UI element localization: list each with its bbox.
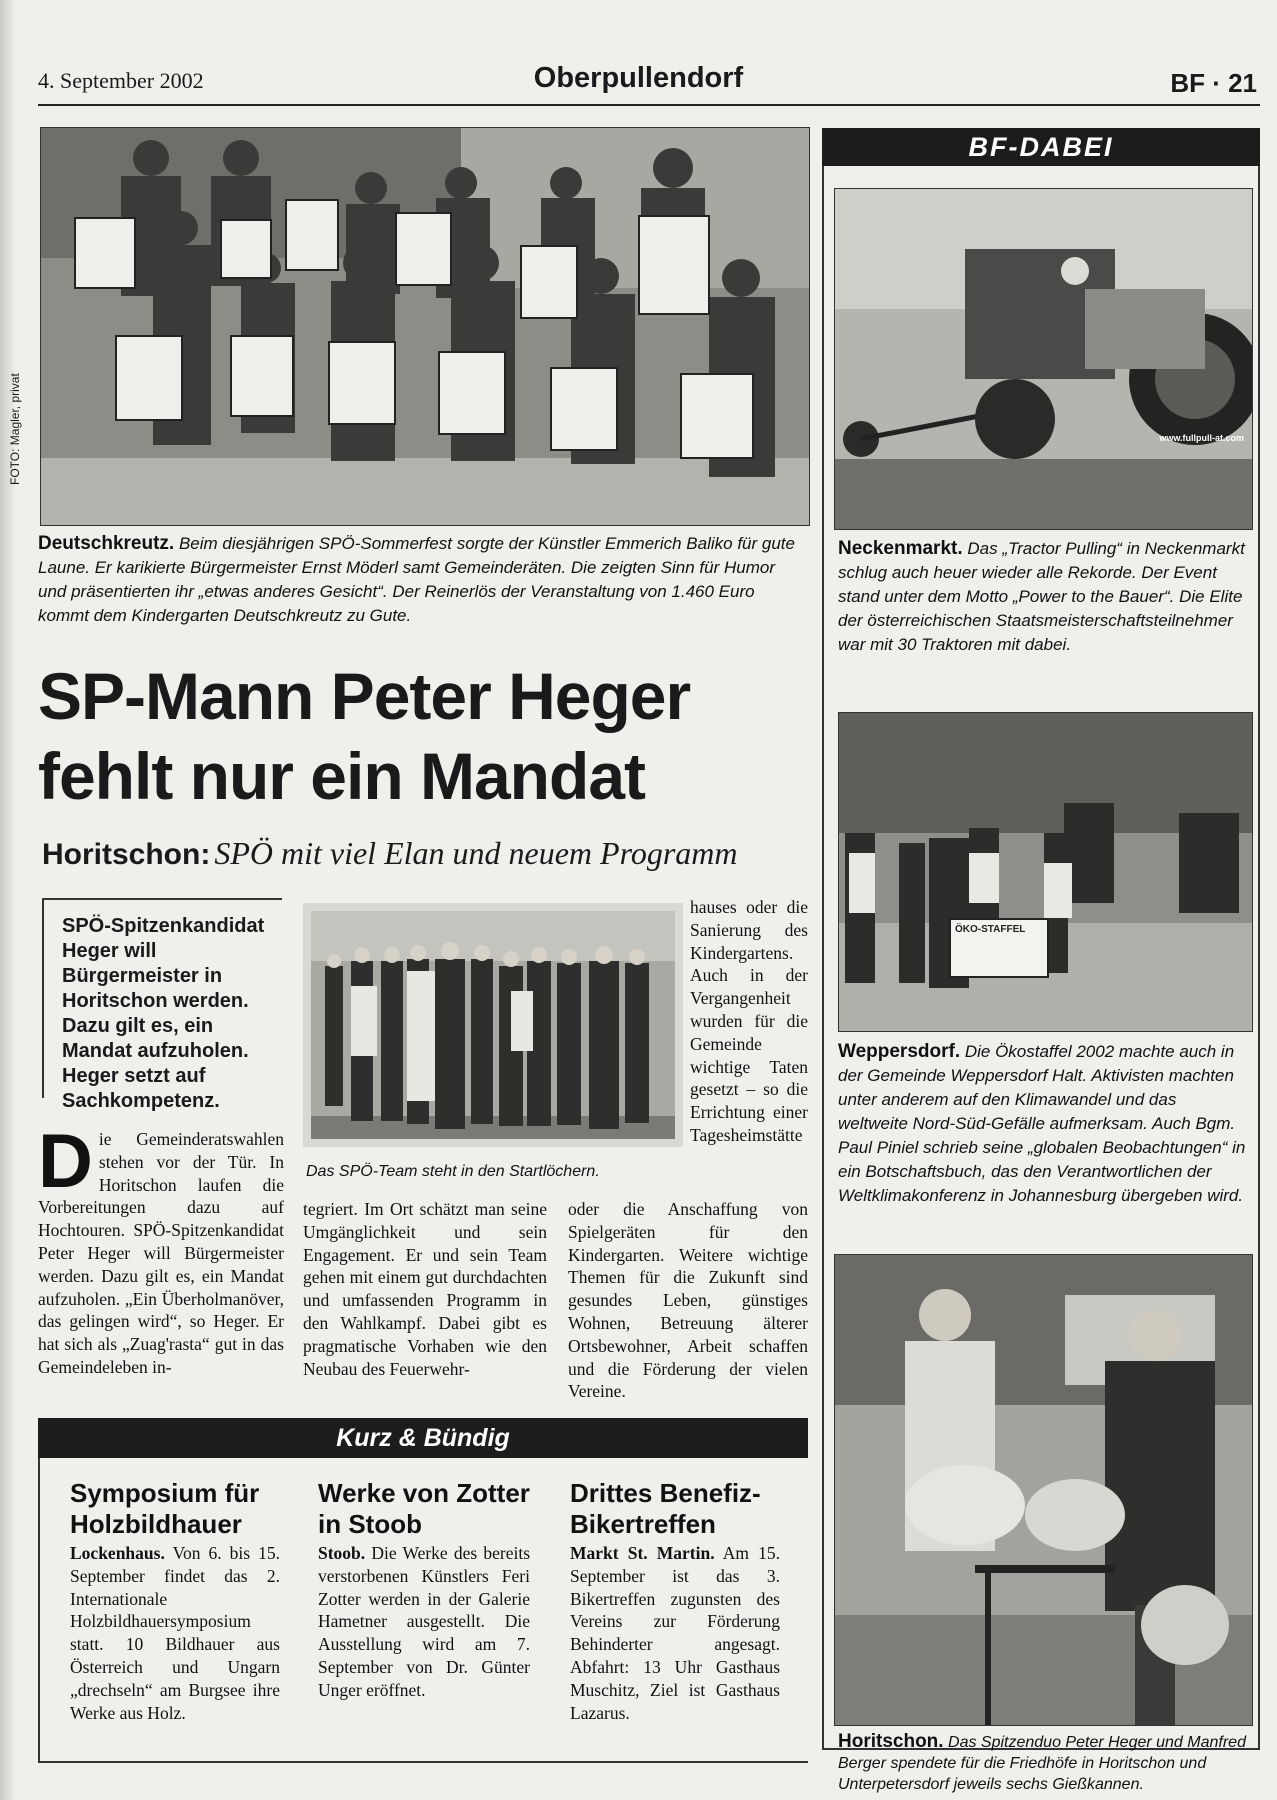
article-col1-text: ie Gemeinderatswahlen stehen vor der Tür. In Horitschon laufen die Vorbereitungen dazu auf Hochtouren. SPÖ-Spitzenkandidat Peter Heger will Bürgermeister werden. Dazu gilt es, ein Mandat aufzuholen. „Ein Überholmanöver, das gelingen wird“, so Heger. Er hat sich als „Zuag'rasta“ gut in das Gemeindeleben in-	[38, 1129, 284, 1377]
article-column-3-bottom: oder die Anschaffung von Spielgeräten für den Kindergarten. Weitere wichtige Themen für die Zukunft sind gesundes Leben, günstiges Wohnen, Betreuung älterer Ortsbewohner, Arbeit schaffen und die Förderung der vielen Vereine.	[568, 1199, 808, 1402]
tractor-watermark: www.fullpull-at.com	[1159, 433, 1244, 443]
sidebar-caption-2-place: Weppersdorf.	[838, 1041, 961, 1062]
headline-line-2: fehlt nur ein Mandat	[38, 739, 645, 813]
kurz-item-2-body	[318, 1542, 530, 1702]
article-column-3-top: hauses oder die Sanierung des Kindergartens. Auch in der Vergangenheit wurden für die Gemeinde wichtige Taten gesetzt – so die Errichtung einer Tagesheimstätte	[690, 897, 808, 1145]
kurz-item-1	[70, 1478, 280, 1724]
sidebar-caption-1-place: Neckenmarkt.	[838, 538, 963, 559]
sidebar-caption-3-place: Horitschon.	[838, 1731, 944, 1752]
kurz-item-1-head: Symposium für Holzbildhauer	[70, 1478, 260, 1539]
subhead-text: SPÖ mit viel Elan und neuem Programm	[214, 835, 738, 871]
teaser-box	[42, 898, 282, 1112]
kurz-item-2-text: Die Werke des bereits verstorbenen Künstlers Feri Zotter werden in der Galerie Hametner ausgestellt. Die Ausstellung wird am 7. September von Dr. Günter Unger eröffnet.	[318, 1543, 531, 1700]
sidebar-caption-2-text: Die Ökostaffel 2002 machte auch in der Gemeinde Weppersdorf Halt. Aktivisten machten unter anderem auf den Klimawandel und das weltweite Nord-Süd-Gefälle aufmerksam. Auch Bgm. Paul Piniel schrieb seine „globalen Beobachtungen“ in ein Botschaftsbuch, das den Verantwortlichen der Weltklimakonferenz in Johannesburg übergeben wird.	[838, 1042, 1246, 1205]
kurz-item-3-body	[570, 1542, 780, 1724]
kurz-item-3-place: Markt St. Martin.	[570, 1543, 715, 1563]
tractor-pulling-photo	[834, 188, 1253, 530]
page-number: BF · 21	[1170, 68, 1257, 98]
kurz-item-2-place: Stoob.	[318, 1543, 366, 1563]
sidebar-caption-1	[838, 537, 1248, 657]
kurz-item-3	[570, 1478, 780, 1724]
subhead	[42, 835, 822, 872]
spoe-team-photo	[303, 903, 683, 1147]
subhead-place: Horitschon:	[42, 838, 211, 871]
caption-text: Beim diesjährigen SPÖ-Sommerfest sorgte der Künstler Emmerich Baliko für gute Laune. Er karikierte Bürgermeister Ernst Möderl samt Gemeinderäten. Die zeigten Sinn für Humor und präsentierten ihr „etwas anderes Gesicht“. Der Reinerlös der Veranstaltung von 1.460 Euro kommt dem Kindergarten Deutschkreutz zu Gute.	[38, 534, 795, 625]
article-column-2: tegriert. Im Ort schätzt man seine Umgänglichkeit und sein Engagement. Er und sein Team gehen mit einem gut durchdachten und umfassenden Programm in den Wahlkampf. Dabei gibt es pragmatische Vorhaben wie den Neubau des Feuerwehr-	[303, 1199, 547, 1379]
oekostaffel-banner: ÖKO-STAFFEL	[949, 918, 1049, 978]
sidebar-caption-1-text: Das „Tractor Pulling“ in Neckenmarkt schlug auch heuer wieder alle Rekorde. Der Event stand unter dem Motto „Power to the Bauer“. Die Elite der österreichischen Staatsmeisterschaftsteilnehmer war mit 30 Traktoren mit dabei.	[838, 539, 1245, 654]
oekostaffel-photo	[838, 712, 1253, 1032]
drop-cap: D	[38, 1119, 93, 1204]
section-title: Oberpullendorf	[533, 62, 744, 94]
kurz-title-bar: Kurz & Bündig	[38, 1418, 808, 1458]
header-rule	[38, 104, 1260, 106]
headline	[38, 656, 818, 816]
issue-date: 4. September 2002	[38, 68, 204, 93]
gieskannen-photo	[834, 1254, 1253, 1726]
kurz-item-1-text: Von 6. bis 15. September findet das 2. Internationale Holzbildhauersymposium statt. 10 Bildhauer aus Österreich und Ungarn „drechseln“ am Burgsee ihre Werke aus Holz.	[70, 1543, 280, 1723]
sidebar-caption-3-body: Das Spitzenduo Peter Heger und Manfred Berger spendete für die Friedhöfe in Horitschon und Unterpetersdorf jeweils sechs Gießkannen.	[838, 1734, 1246, 1793]
kurz-item-3-head: Drittes Benefiz-Bikertreffen	[570, 1478, 761, 1539]
caption-place: Deutschkreutz.	[38, 533, 175, 554]
sidebar-title-bar: BF-DABEI	[822, 128, 1260, 166]
kurz-item-1-body	[70, 1542, 280, 1724]
kurz-item-2	[318, 1478, 530, 1702]
kurz-item-2-head: Werke von Zotter in Stoob	[318, 1478, 530, 1539]
kurz-item-3-text: Am 15. September ist das 3. Bikertreffen zugunsten des Vereins zur Förderung Behinderter angesagt. Abfahrt: 13 Uhr Gasthaus Muschitz, Ziel ist Gasthaus Lazarus.	[570, 1543, 780, 1723]
sidebar-caption-2	[838, 1040, 1248, 1208]
team-photo-caption: Das SPÖ-Team steht in den Startlöchern.	[306, 1163, 600, 1180]
top-photo-caption	[38, 532, 808, 628]
headline-line-1: SP-Mann Peter Heger	[38, 659, 691, 733]
photo-credit: FOTO: Magler, privat	[8, 373, 22, 485]
page-edge-shadow	[0, 0, 16, 1800]
teaser-text: SPÖ-Spitzenkandidat Heger will Bürgermeister in Horitschon werden. Dazu gilt es, ein Mandat aufzuholen. Heger setzt auf Sachkompetenz.	[62, 915, 265, 1112]
kurz-item-1-place: Lockenhaus.	[70, 1543, 165, 1563]
caption-3	[838, 1731, 1250, 1795]
article-column-1	[38, 1119, 284, 1379]
caricature-group-photo	[40, 127, 810, 526]
